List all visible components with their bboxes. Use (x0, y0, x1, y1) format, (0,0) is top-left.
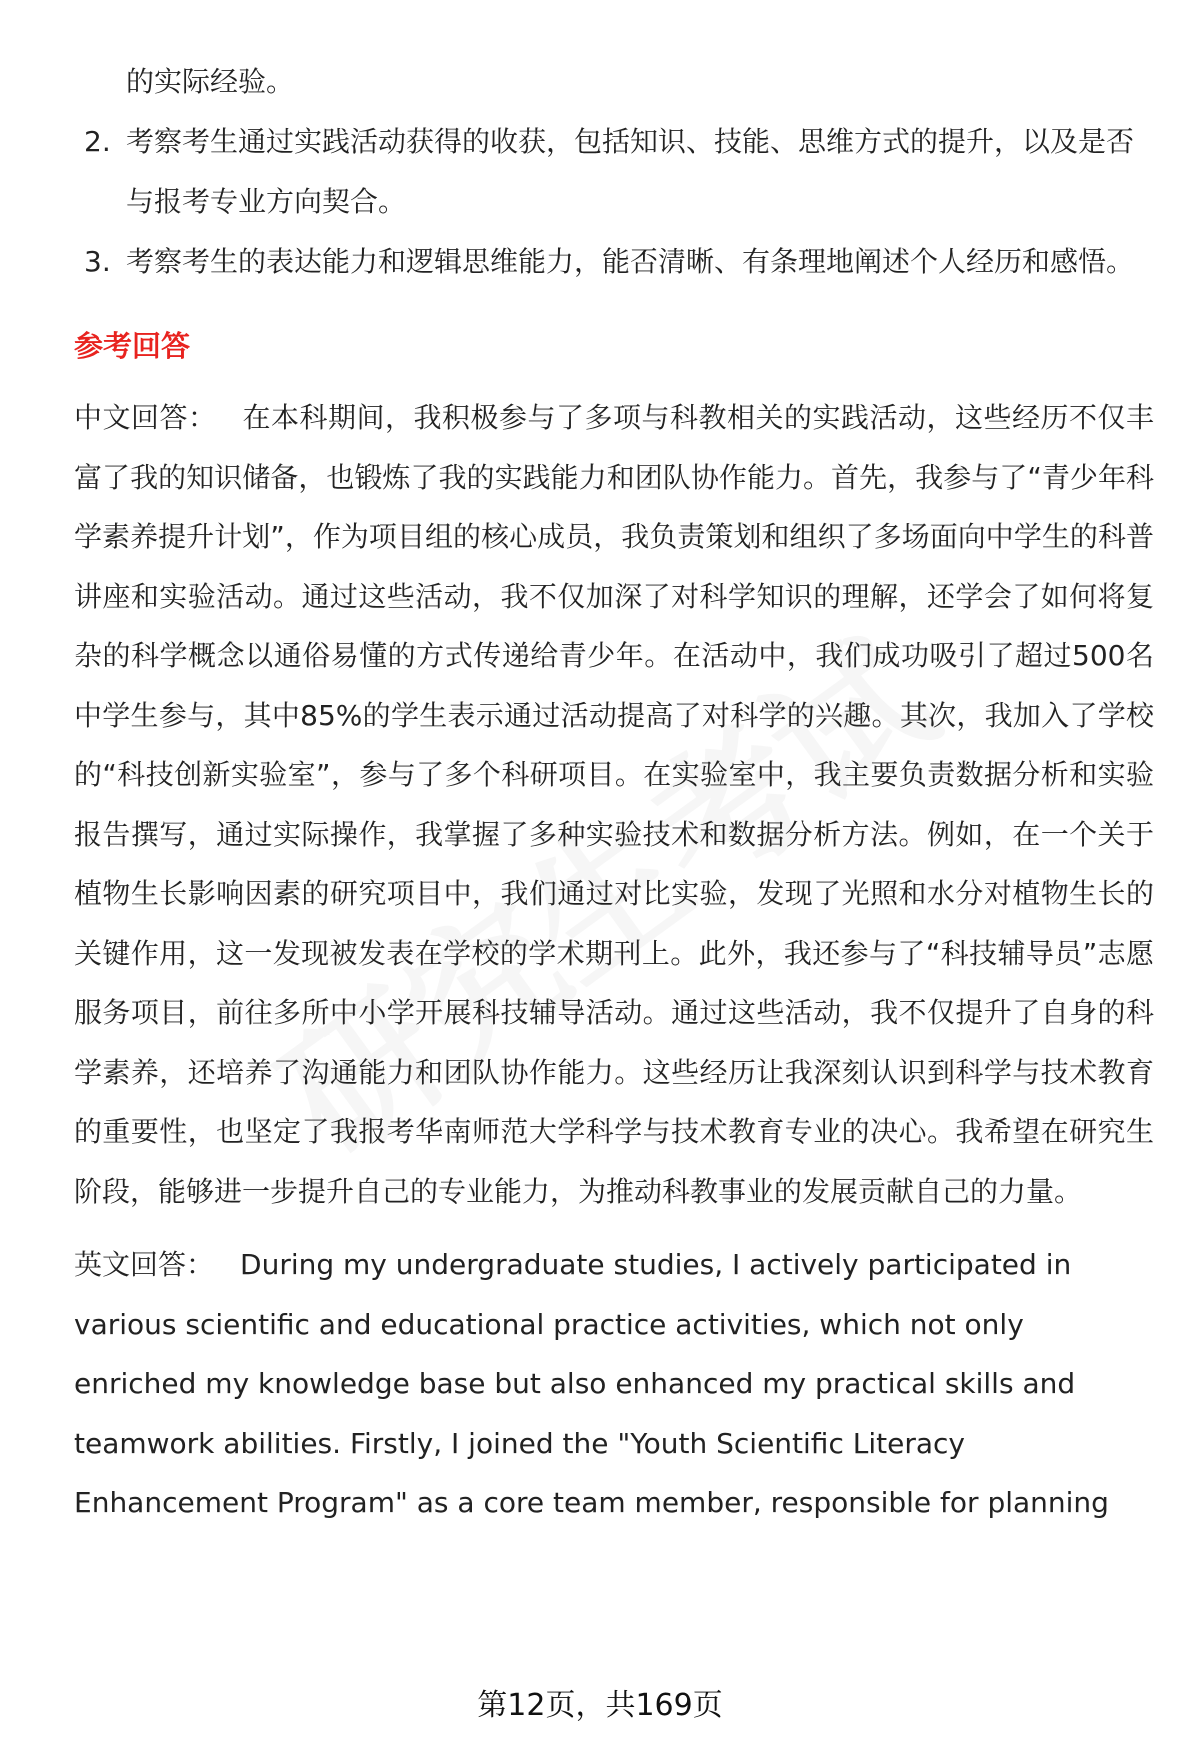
criteria-item (74, 112, 1154, 232)
english-answer-label: 英文回答： (74, 1248, 215, 1281)
chinese-answer-text: 在本科期间，我积极参与了多项与科教相关的实践活动，这些经历不仅丰富了我的知识储备，也锻炼了我的实践能力和团队协作能力。首先，我参与了“青少年科学素养提升计划”，作为项目组的核心成员，我负责策划和组织了多场面向中学生的科普讲座和实验活动。通过这些活动，我不仅加深了对科学知识的理解，还学会了如何将复杂的科学概念以通俗易懂的方式传递给青少年。在活动中，我们成功吸引了超过500名中学生参与，其中85%的学生表示通过活动提高了对科学的兴趣。其次，我加入了学校的“科技创新实验室”，参与了多个科研项目。在实验室中，我主要负责数据分析和实验报告撰写，通过实际操作，我掌握了多种实验技术和数据分析方法。例如，在一个关于植物生长影响因素的研究项目中，我们通过对比实验，发现了光照和水分对植物生长的关键作用，这一发现被发表在学校的学术期刊上。此外，我还参与了“科技辅导员”志愿服务项目，前往多所中小学开展科技辅导活动。通过这些活动，我不仅提升了自身的科学素养，还培养了沟通能力和团队协作能力。这些经历让我深刻认识到科学与技术教育的重要性，也坚定了我报考华南师范大学科学与技术教育专业的决心。我希望在研究生阶段，能够进一步提升自己的专业能力，为推动科教事业的发展贡献自己的力量。 (74, 401, 1154, 1208)
criteria-item (74, 232, 1154, 292)
chinese-answer-paragraph (74, 388, 1154, 1221)
criteria-list (74, 112, 1154, 292)
criteria-item-number: 2. (84, 125, 111, 158)
criteria-item-text: 考察考生通过实践活动获得的收获，包括知识、技能、思维方式的提升，以及是否与报考专业方向契合。 (126, 125, 1135, 218)
chinese-answer-label: 中文回答： (74, 401, 217, 434)
criteria-item-text: 考察考生的表达能力和逻辑思维能力，能否清晰、有条理地阐述个人经历和感悟。 (126, 245, 1135, 278)
reference-answer-heading: 参考回答 (74, 329, 191, 363)
criteria-item-number: 3. (84, 245, 111, 278)
english-answer-paragraph (74, 1235, 1154, 1533)
page-content (74, 52, 1154, 1533)
english-answer-text: During my undergraduate studies, I actively participated in various scientific and educational practice activities, which not only enriched my knowledge base but also enhanced my practical skills and teamwork abilities. Firstly, I joined the "Youth Scientific Literacy Enhancement Program" as a core team member, responsible for planning (74, 1248, 1109, 1519)
page-number-footer: 第12页，共169页 (477, 1688, 723, 1723)
criteria-continuation: 的实际经验。 (126, 65, 295, 98)
